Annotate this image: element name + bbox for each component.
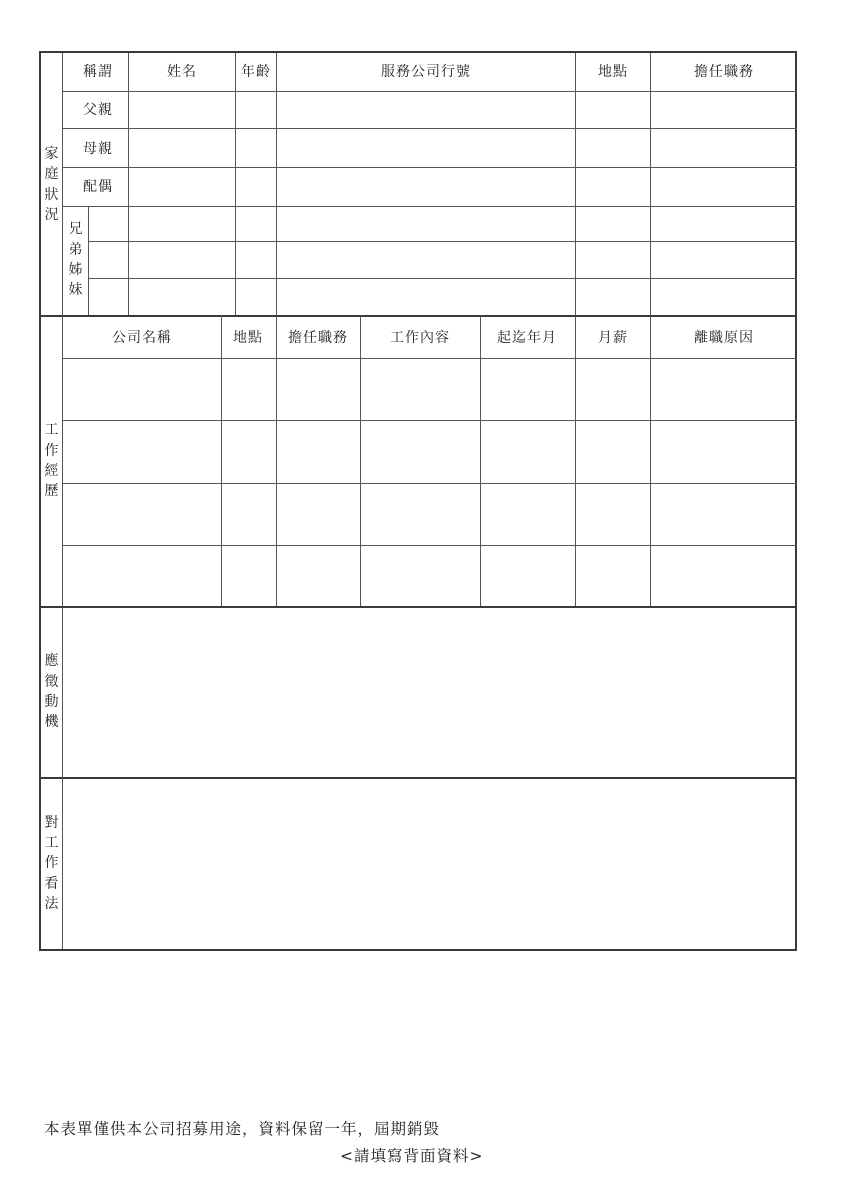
divider xyxy=(575,316,576,606)
divider xyxy=(62,778,63,949)
motivation-section-label: 應 徵 動 機 xyxy=(44,653,59,731)
divider xyxy=(88,278,797,279)
divider xyxy=(62,316,63,606)
application-form-page xyxy=(39,51,797,951)
work-header-content: 工作內容 xyxy=(390,330,450,346)
family-header-name: 姓名 xyxy=(167,64,197,80)
section-divider xyxy=(41,606,797,608)
family-row-mother: 母親 xyxy=(83,141,113,157)
divider xyxy=(62,206,797,207)
divider xyxy=(575,53,576,316)
work-header-company: 公司名稱 xyxy=(112,330,172,346)
divider xyxy=(128,53,129,316)
divider xyxy=(62,91,797,92)
footer-reminder: <請填寫背面資料> xyxy=(340,1147,484,1165)
section-divider xyxy=(41,777,797,779)
family-row-spouse: 配偶 xyxy=(83,179,113,195)
divider xyxy=(276,316,277,606)
divider xyxy=(650,53,651,316)
divider xyxy=(88,241,797,242)
work-header-salary: 月薪 xyxy=(598,330,628,346)
family-row-father: 父親 xyxy=(83,102,113,118)
family-header-age: 年齡 xyxy=(241,64,271,80)
work-section-label: 工 作 經 歷 xyxy=(44,422,59,500)
work-header-leave-reason: 離職原因 xyxy=(694,330,754,346)
family-header-position: 擔任職務 xyxy=(694,64,754,80)
divider xyxy=(360,316,361,606)
family-header-company: 服務公司行號 xyxy=(381,64,471,80)
divider xyxy=(62,483,797,484)
section-divider xyxy=(41,315,797,317)
family-header-title: 稱謂 xyxy=(83,64,113,80)
divider xyxy=(62,420,797,421)
work-header-period: 起迄年月 xyxy=(497,330,557,346)
family-header-location: 地點 xyxy=(598,64,628,80)
divider xyxy=(221,316,222,606)
work-header-position: 擔任職務 xyxy=(288,330,348,346)
divider xyxy=(235,53,236,316)
divider xyxy=(480,316,481,606)
divider xyxy=(276,53,277,316)
footer-privacy-note: 本表單僅供本公司招募用途，資料保留一年，屆期銷毀 xyxy=(44,1120,441,1138)
divider xyxy=(62,358,797,359)
family-section-label: 家 庭 狀 況 xyxy=(44,145,59,223)
divider xyxy=(62,545,797,546)
divider xyxy=(88,206,89,316)
family-siblings-label: 兄 弟 姊 妹 xyxy=(68,221,83,299)
divider xyxy=(62,128,797,129)
divider xyxy=(62,167,797,168)
opinion-section-label: 對 工 作 看 法 xyxy=(44,814,59,912)
divider xyxy=(62,53,63,316)
divider xyxy=(650,316,651,606)
divider xyxy=(62,607,63,777)
work-header-location: 地點 xyxy=(233,330,263,346)
